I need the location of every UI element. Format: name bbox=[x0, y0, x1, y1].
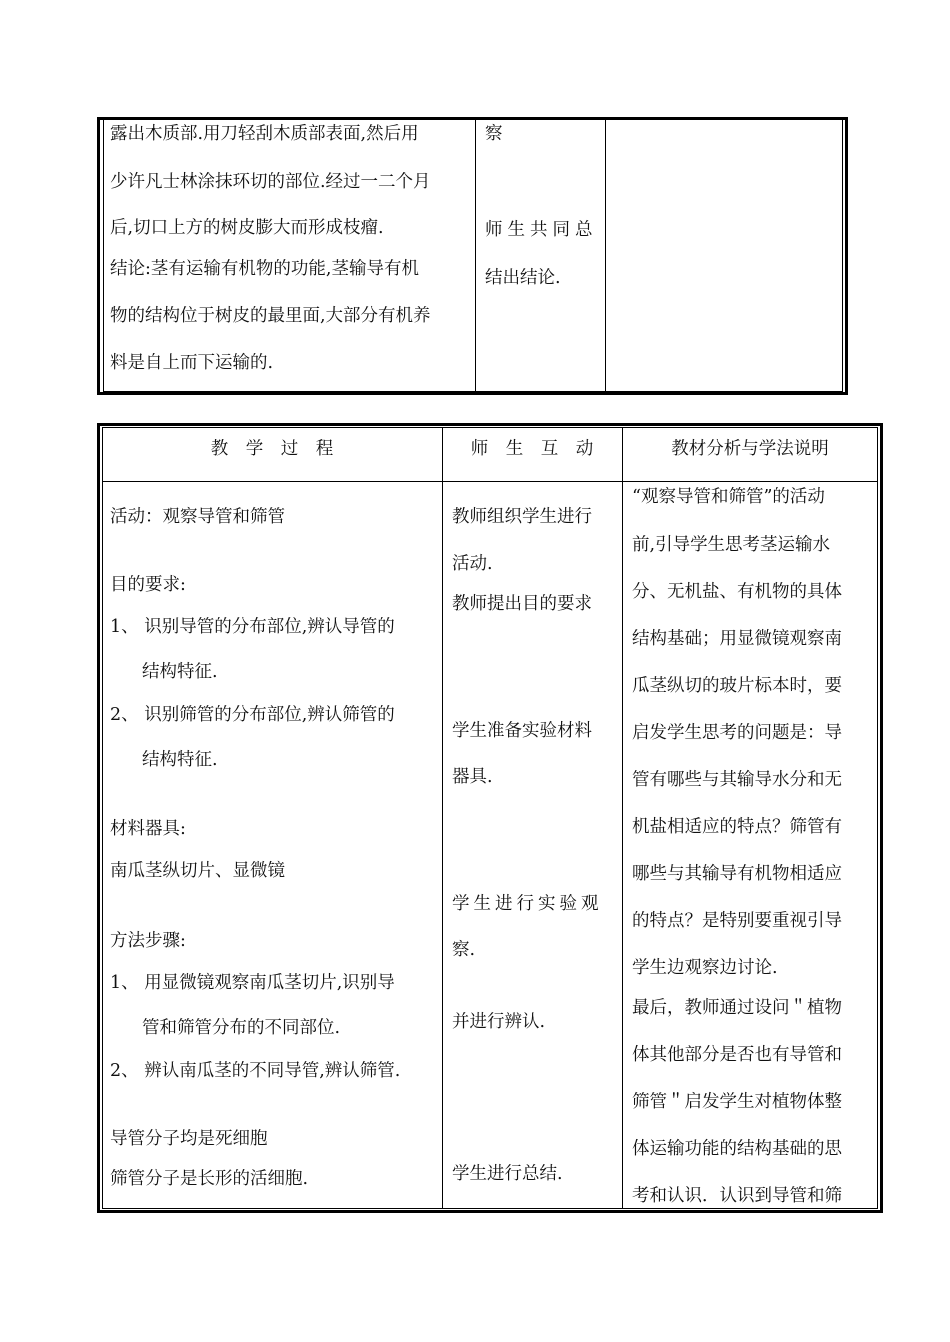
text-line: 考和认识．认识到导管和筛 bbox=[632, 1186, 842, 1206]
text-line: 活动. bbox=[452, 554, 493, 574]
text-line: 结构基础；用显微镜观察南 bbox=[632, 629, 842, 649]
text-line: 器具. bbox=[452, 767, 493, 787]
text-line: 2、 辨认南瓜茎的不同导管,辨认筛管. bbox=[110, 1061, 401, 1081]
text-line: 教师提出目的要求 bbox=[452, 594, 592, 614]
header-teaching-process: 教 学 过 程 bbox=[210, 439, 334, 459]
text-line: 筛管＂启发学生对植物体整 bbox=[632, 1092, 842, 1112]
text-line: 学生准备实验材料 bbox=[452, 721, 592, 741]
header-interaction: 师 生 互 动 bbox=[470, 439, 594, 459]
table-1-col-divider-1 bbox=[475, 119, 476, 392]
text-line: 最后，教师通过设问＂植物 bbox=[632, 998, 842, 1018]
text-line: 体其他部分是否也有导管和 bbox=[632, 1045, 842, 1065]
text-line: 材料器具: bbox=[110, 819, 186, 839]
text-line: 结构特征. bbox=[142, 750, 218, 770]
text-line: 管有哪些与其输导水分和无 bbox=[632, 770, 842, 790]
header-analysis: 教材分析与学法说明 bbox=[671, 439, 829, 459]
text-line: 少许凡士林涂抹环切的部位.经过一二个月 bbox=[110, 172, 431, 192]
text-line: 学生进行实验观 bbox=[452, 894, 603, 914]
text-line: 学生边观察边讨论. bbox=[632, 958, 778, 978]
text-line: 体运输功能的结构基础的思 bbox=[632, 1139, 842, 1159]
text-line: 1、 用显微镜观察南瓜茎切片,识别导 bbox=[110, 973, 395, 993]
text-line: 结出结论. bbox=[485, 268, 561, 288]
text-line: 察 bbox=[485, 124, 503, 144]
text-line: 分、无机盐、有机物的具体 bbox=[632, 582, 842, 602]
text-line: 瓜茎纵切的玻片标本时，要 bbox=[632, 676, 842, 696]
text-line: 机盐相适应的特点？筛管有 bbox=[632, 817, 842, 837]
text-line: 导管分子均是死细胞 bbox=[110, 1129, 268, 1149]
text-line: 启发学生思考的问题是：导 bbox=[632, 723, 842, 743]
text-line: 2、 识别筛管的分布部位,辨认筛管的 bbox=[110, 705, 395, 725]
table-2-header-divider bbox=[102, 481, 878, 482]
text-line: 物的结构位于树皮的最里面,大部分有机养 bbox=[110, 306, 431, 326]
text-line: 结构特征. bbox=[142, 662, 218, 682]
text-line: “观察导管和筛管”的活动 bbox=[632, 487, 825, 507]
text-line: 教师组织学生进行 bbox=[452, 507, 592, 527]
text-line: 南瓜茎纵切片、显微镜 bbox=[110, 861, 285, 881]
text-line: 1、 识别导管的分布部位,辨认导管的 bbox=[110, 617, 395, 637]
text-line: 目的要求: bbox=[110, 575, 186, 595]
text-line: 露出木质部.用刀轻刮木质部表面,然后用 bbox=[110, 124, 419, 144]
text-line: 师生共同总 bbox=[485, 220, 598, 240]
text-line: 活动：观察导管和筛管 bbox=[110, 507, 285, 527]
text-line: 方法步骤: bbox=[110, 931, 186, 951]
table-1-col-divider-2 bbox=[605, 119, 606, 392]
table-2-col-divider-1 bbox=[442, 427, 443, 1209]
text-line: 察. bbox=[452, 940, 476, 960]
text-line: 学生进行总结. bbox=[452, 1164, 563, 1184]
text-line: 后,切口上方的树皮膨大而形成枝瘤. bbox=[110, 218, 384, 238]
text-line: 并进行辨认. bbox=[452, 1012, 546, 1032]
text-line: 筛管分子是长形的活细胞. bbox=[110, 1169, 309, 1189]
text-line: 管和筛管分布的不同部位. bbox=[142, 1018, 341, 1038]
text-line: 哪些与其输导有机物相适应 bbox=[632, 864, 842, 884]
text-line: 的特点？是特别要重视引导 bbox=[632, 911, 842, 931]
text-line: 前,引导学生思考茎运输水 bbox=[632, 535, 831, 555]
text-line: 料是自上而下运输的. bbox=[110, 353, 274, 373]
text-line: 结论:茎有运输有机物的功能,茎输导有机 bbox=[110, 259, 419, 279]
table-2-col-divider-2 bbox=[622, 427, 623, 1209]
